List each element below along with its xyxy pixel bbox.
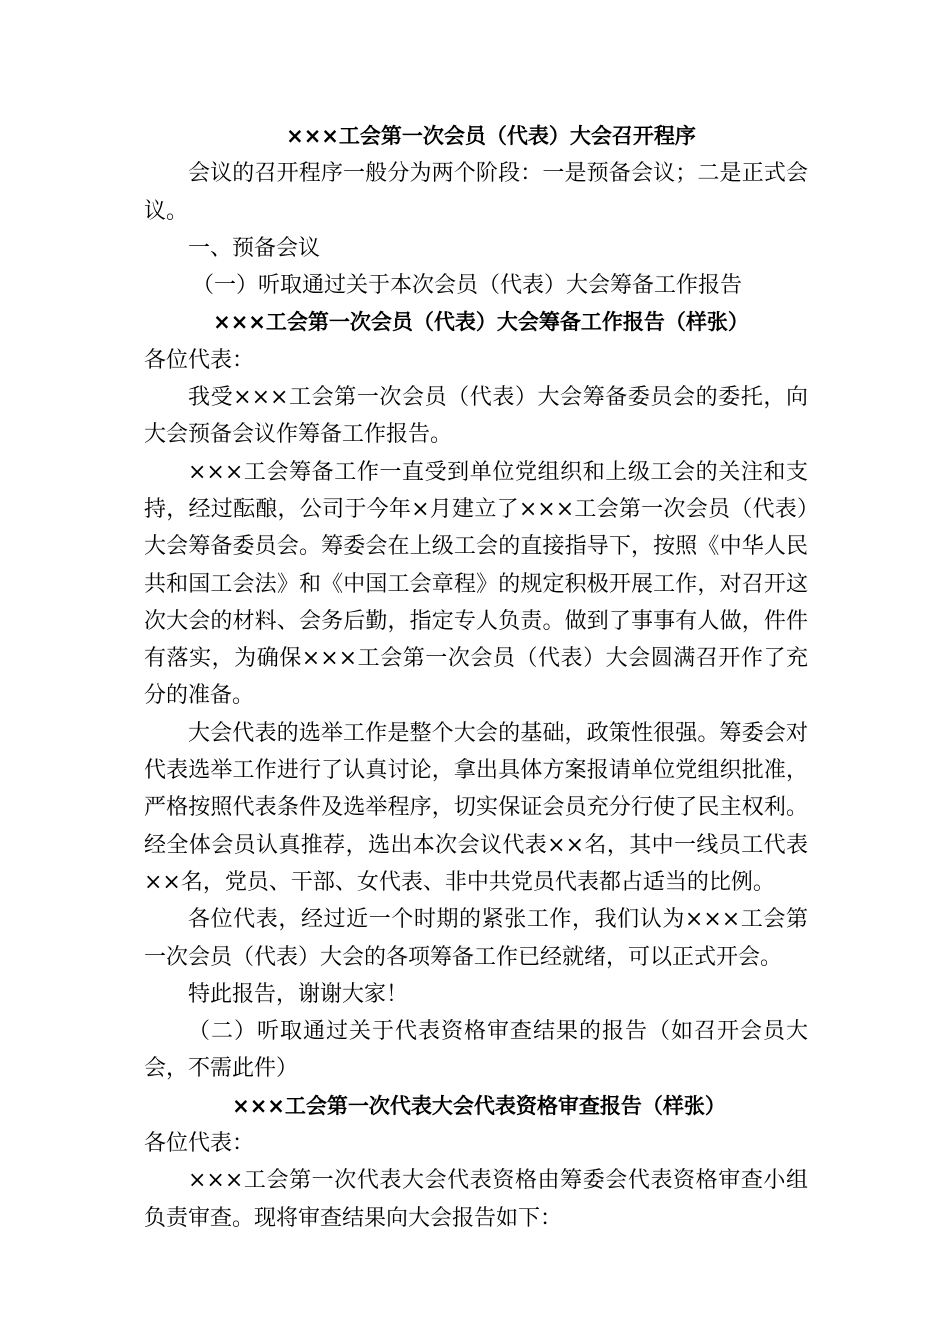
report1-closing: 特此报告，谢谢大家！ [188,981,409,1007]
report2-salutation: 各位代表： [144,1131,255,1157]
intro-paragraph: 会议的召开程序一般分为两个阶段：一是预备会议；二是正式会议。 [144,161,808,224]
document-body [144,118,808,1237]
subsection-heading-2: （二）听取通过关于代表资格审查结果的报告（如召开会员大会，不需此件） [144,1019,808,1082]
report1-paragraph: 大会代表的选举工作是整个大会的基础，政策性很强。筹委会对代表选举工作进行了认真讨论，拿出具体方案报请单位党组织批准，严格按照代表条件及选举程序，切实保证会员充分行使了民主权利。经全体会员认真推荐，选出本次会议代表××名，其中一线员工代表××名，党员、干部、女代表、非中共党员代表都占适当的比例。 [144,720,808,895]
report1-paragraph: 各位代表，经过近一个时期的紧张工作，我们认为×××工会第一次会员（代表）大会的各项筹备工作已经就绪，可以正式开会。 [144,907,808,970]
report1-salutation: 各位代表： [144,347,255,373]
report1-paragraph: ×××工会筹备工作一直受到单位党组织和上级工会的关注和支持，经过酝酿，公司于今年×月建立了×××工会第一次会员（代表）大会筹备委员会。筹委会在上级工会的直接指导下，按照《中华人民共和国工会法》和《中国工会章程》的规定积极开展工作，对召开这次大会的材料、会务后勤，指定专人负责。做到了事事有人做，件件有落实，为确保×××工会第一次会员（代表）大会圆满召开作了充分的准备。 [144,459,808,709]
report1-title: ×××工会第一次会员（代表）大会筹备工作报告（样张） [213,310,749,335]
subsection-heading-1: （一）听取通过关于本次会员（代表）大会筹备工作报告 [192,273,743,299]
report2-title: ×××工会第一次代表大会代表资格审查报告（样张） [232,1093,726,1118]
report2-paragraph: ×××工会第一次代表大会代表资格由筹委会代表资格审查小组负责审查。现将审查结果向大会报告如下： [144,1168,808,1231]
document-title: ×××工会第一次会员（代表）大会召开程序 [286,124,696,148]
section-heading-preparatory-meeting: 一、预备会议 [188,235,321,261]
report1-paragraph: 我受×××工会第一次会员（代表）大会筹备委员会的委托，向大会预备会议作筹备工作报告。 [144,385,808,448]
